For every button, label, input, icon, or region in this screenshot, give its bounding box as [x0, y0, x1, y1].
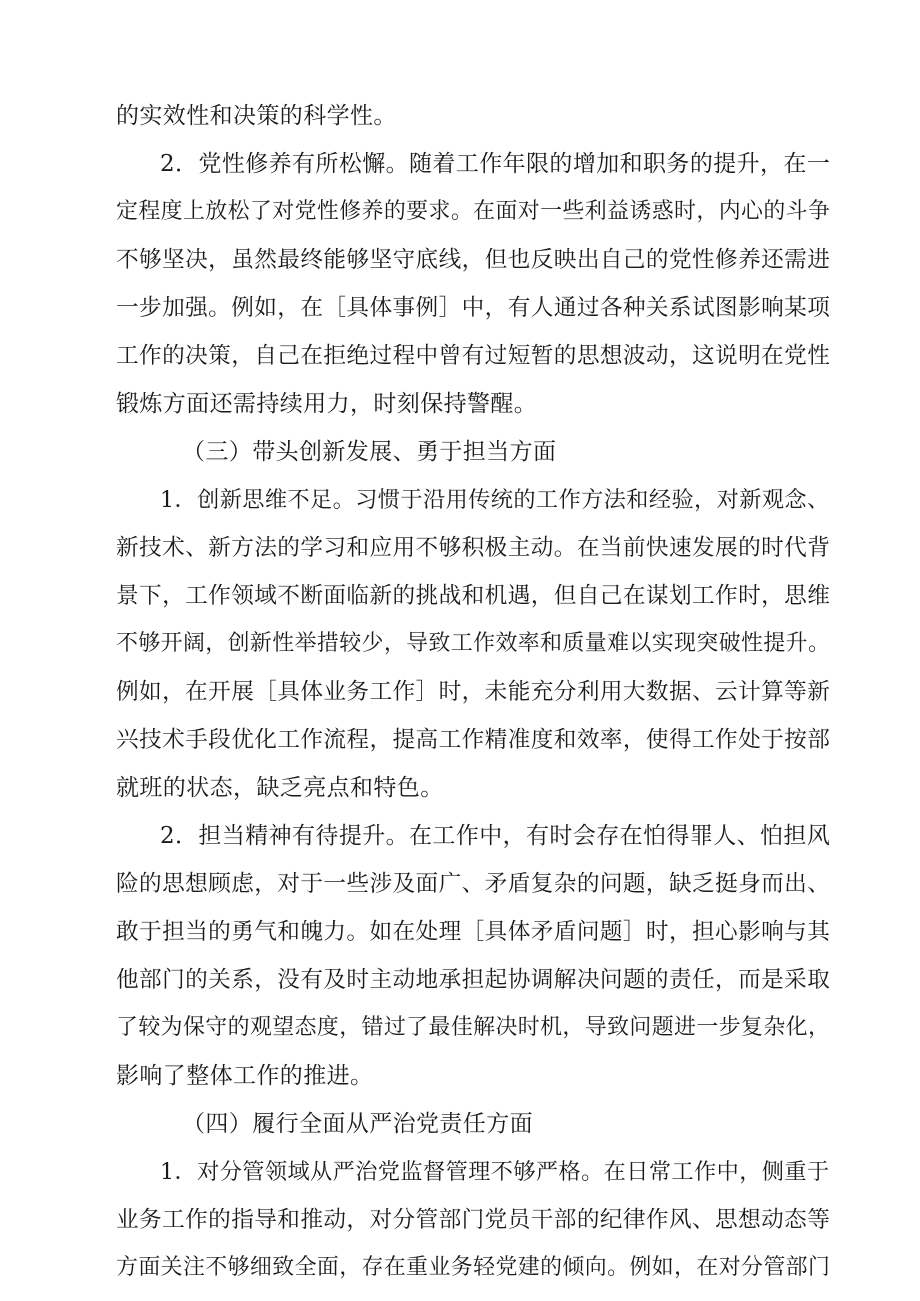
text-line-9: 1．创新思维不足。习惯于沿用传统的工作方法和经验，对新观念、	[160, 487, 830, 513]
text-line-21: 影响了整体工作的推进。	[116, 1063, 374, 1089]
section-heading-3: （三）带头创新发展、勇于担当方面	[182, 439, 557, 465]
text-line-16: 2．担当精神有待提升。在工作中，有时会存在怕得罪人、怕担风	[160, 823, 831, 849]
text-line-3: 定程度上放松了对党性修养的要求。在面对一些利益诱惑时，内心的斗争	[116, 199, 831, 224]
text-line-4: 不够坚决，虽然最终能够坚守底线，但也反映出自己的党性修养还需进	[116, 247, 831, 273]
section-heading-4: （四）履行全面从严治党责任方面	[182, 1111, 533, 1137]
text-line-24: 业务工作的指导和推动，对分管部门党员干部的纪律作风、思想动态等	[116, 1207, 831, 1233]
text-line-6: 工作的决策，自己在拒绝过程中曾有过短暂的思想波动，这说明在党性	[116, 343, 831, 369]
text-line-15: 就班的状态，缺乏亮点和特色。	[116, 775, 444, 801]
text-line-20: 了较为保守的观望态度，错过了最佳解决时机，导致问题进一步复杂化，	[116, 1015, 831, 1040]
text-line-23: 1．对分管领域从严治党监督管理不够严格。在日常工作中，侧重于	[160, 1159, 830, 1185]
text-line-19: 他部门的关系，没有及时主动地承担起协调解决问题的责任，而是采取	[116, 967, 831, 993]
text-line-10: 新技术、新方法的学习和应用不够积极主动。在当前快速发展的时代背	[116, 535, 831, 561]
text-line-2: 2．党性修养有所松懈。随着工作年限的增加和职务的提升，在一	[160, 151, 831, 177]
text-line-25: 方面关注不够细致全面，存在重业务轻党建的倾向。例如，在对分管部门	[116, 1255, 831, 1280]
text-line-12: 不够开阔，创新性举措较少，导致工作效率和质量难以实现突破性提升。	[116, 631, 831, 656]
text-line-11: 景下，工作领域不断面临新的挑战和机遇，但自己在谋划工作时，思维	[116, 583, 831, 609]
text-line-14: 兴技术手段优化工作流程，提高工作精准度和效率，使得工作处于按部	[116, 727, 831, 753]
text-line-18: 敢于担当的勇气和魄力。如在处理［具体矛盾问题］时，担心影响与其	[116, 919, 831, 945]
text-line-17: 险的思想顾虑，对于一些涉及面广、矛盾复杂的问题，缺乏挺身而出、	[116, 871, 831, 897]
text-line-5: 一步加强。例如，在［具体事例］中，有人通过各种关系试图影响某项	[116, 295, 831, 321]
text-line-13: 例如，在开展［具体业务工作］时，未能充分利用大数据、云计算等新	[116, 679, 831, 705]
text-line-7: 锻炼方面还需持续用力，时刻保持警醒。	[116, 391, 538, 417]
text-line-1: 的实效性和决策的科学性。	[116, 103, 397, 129]
